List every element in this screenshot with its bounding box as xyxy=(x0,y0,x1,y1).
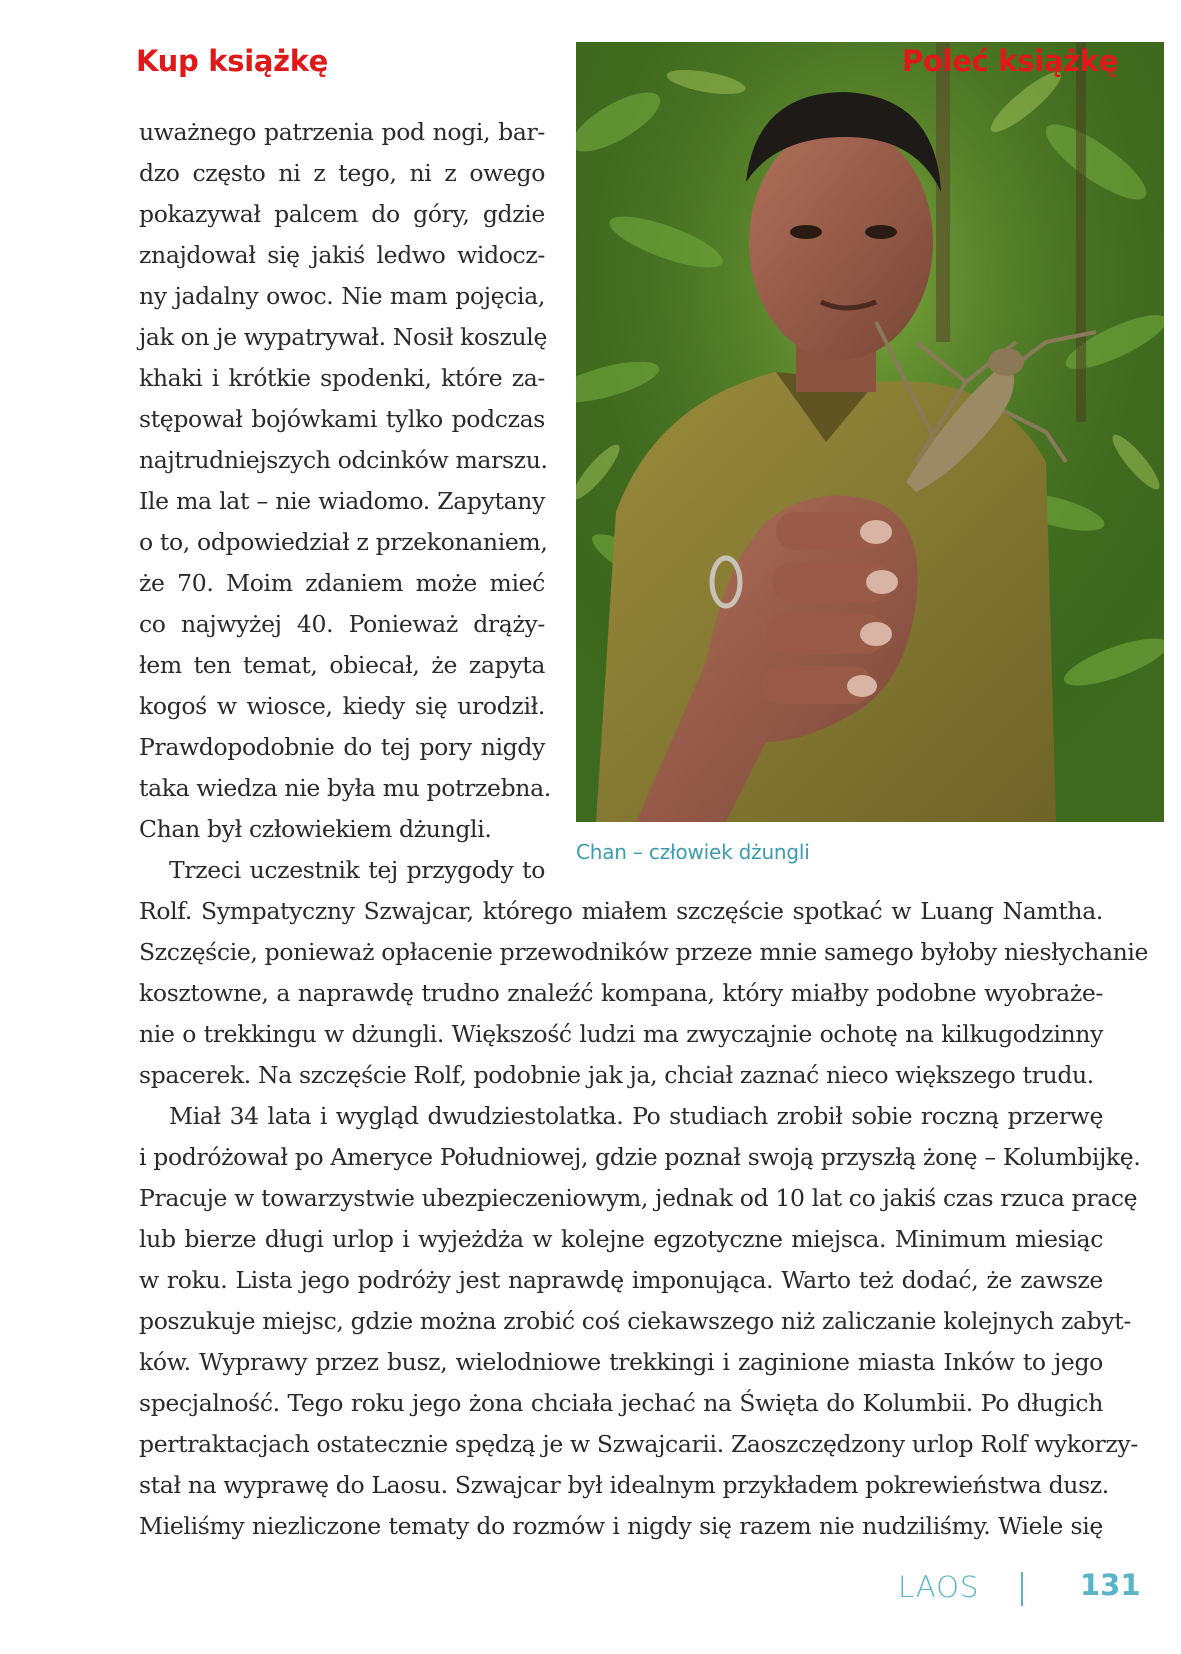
text-line: spacerek. Na szczęście Rolf, podobnie jak ja, chciał zaznać nieco większego trudu. xyxy=(139,1061,1094,1089)
text-line: i podróżował po Ameryce Południowej, gdzie poznał swoją przyszłą żonę – Kolumbijkę. xyxy=(139,1143,1141,1171)
text-line: uważnego patrzenia pod nogi, bar- xyxy=(139,118,545,146)
text-line: ny jadalny owoc. Nie mam pojęcia, xyxy=(139,282,545,310)
text-line: taka wiedza nie była mu potrzebna. xyxy=(139,774,551,802)
text-line: o to, odpowiedział z przekonaniem, xyxy=(139,528,548,556)
text-line: że 70. Moim zdaniem może mieć xyxy=(139,569,545,597)
text-line: kogoś w wiosce, kiedy się urodził. xyxy=(139,692,545,720)
page-number: 131 xyxy=(1080,1568,1141,1602)
text-line: łem ten temat, obiecał, że zapyta xyxy=(139,651,545,679)
text-line: Mieliśmy niezliczone tematy do rozmów i nigdy się razem nie nudziliśmy. Wiele się xyxy=(139,1512,1103,1540)
text-line: lub bierze długi urlop i wyjeżdża w kolejne egzotyczne miejsca. Minimum miesiąc xyxy=(139,1225,1103,1253)
text-line: Prawdopodobnie do tej pory nigdy xyxy=(139,733,545,761)
text-line: kosztowne, a naprawdę trudno znaleźć kompana, który miałby podobne wyobraże- xyxy=(139,979,1103,1007)
text-line: Chan był człowiekiem dżungli. xyxy=(139,815,492,843)
text-line: nie o trekkingu w dżungli. Większość ludzi ma zwyczajnie ochotę na kilkugodzinny xyxy=(139,1020,1103,1048)
text-line: Ile ma lat – nie wiadomo. Zapytany xyxy=(139,487,545,515)
text-line: khaki i krótkie spodenki, które za- xyxy=(139,364,545,392)
photo-caption: Chan – człowiek dżungli xyxy=(576,840,810,864)
text-line: w roku. Lista jego podróży jest naprawdę imponująca. Warto też dodać, że zawsze xyxy=(139,1266,1103,1294)
footer-divider xyxy=(1021,1572,1023,1606)
text-line: Rolf. Sympatyczny Szwajcar, którego miałem szczęście spotkać w Luang Namtha. xyxy=(139,897,1103,925)
text-line: Szczęście, ponieważ opłacenie przewodników przeze mnie samego byłoby niesłychanie xyxy=(139,938,1149,966)
text-line: ków. Wyprawy przez busz, wielodniowe trekkingi i zaginione miasta Inków to jego xyxy=(139,1348,1103,1376)
text-line: poszukuje miejsc, gdzie można zrobić coś ciekawszego niż zaliczanie kolejnych zabyt- xyxy=(139,1307,1131,1335)
text-line: Pracuje w towarzystwie ubezpieczeniowym, jednak od 10 lat co jakiś czas rzuca pracę xyxy=(139,1184,1138,1212)
text-line: Miał 34 lata i wygląd dwudziestolatka. Po studiach zrobił sobie roczną przerwę xyxy=(169,1102,1103,1130)
footer-section-title: LAOS xyxy=(898,1570,980,1604)
text-line: stał na wyprawę do Laosu. Szwajcar był idealnym przykładem pokrewieństwa dusz. xyxy=(139,1471,1109,1499)
recommend-book-link[interactable]: Poleć książkę xyxy=(902,44,1119,78)
text-line: pokazywał palcem do góry, gdzie xyxy=(139,200,545,228)
text-line: pertraktacjach ostatecznie spędzą je w Szwajcarii. Zaoszczędzony urlop Rolf wykorzy- xyxy=(139,1430,1138,1458)
text-line: jak on je wypatrywał. Nosił koszulę xyxy=(139,323,548,351)
buy-book-link[interactable]: Kup książkę xyxy=(136,44,329,78)
text-line: co najwyżej 40. Ponieważ drąży- xyxy=(139,610,545,638)
photo-man-with-grasshopper xyxy=(576,42,1164,822)
text-line: Trzeci uczestnik tej przygody to xyxy=(169,856,545,884)
text-line: stępował bojówkami tylko podczas xyxy=(139,405,545,433)
text-line: najtrudniejszych odcinków marszu. xyxy=(139,446,548,474)
text-line: specjalność. Tego roku jego żona chciała jechać na Święta do Kolumbii. Po długich xyxy=(139,1389,1103,1417)
text-line: dzo często ni z tego, ni z owego xyxy=(139,159,545,187)
text-line: znajdował się jakiś ledwo widocz- xyxy=(139,241,545,269)
